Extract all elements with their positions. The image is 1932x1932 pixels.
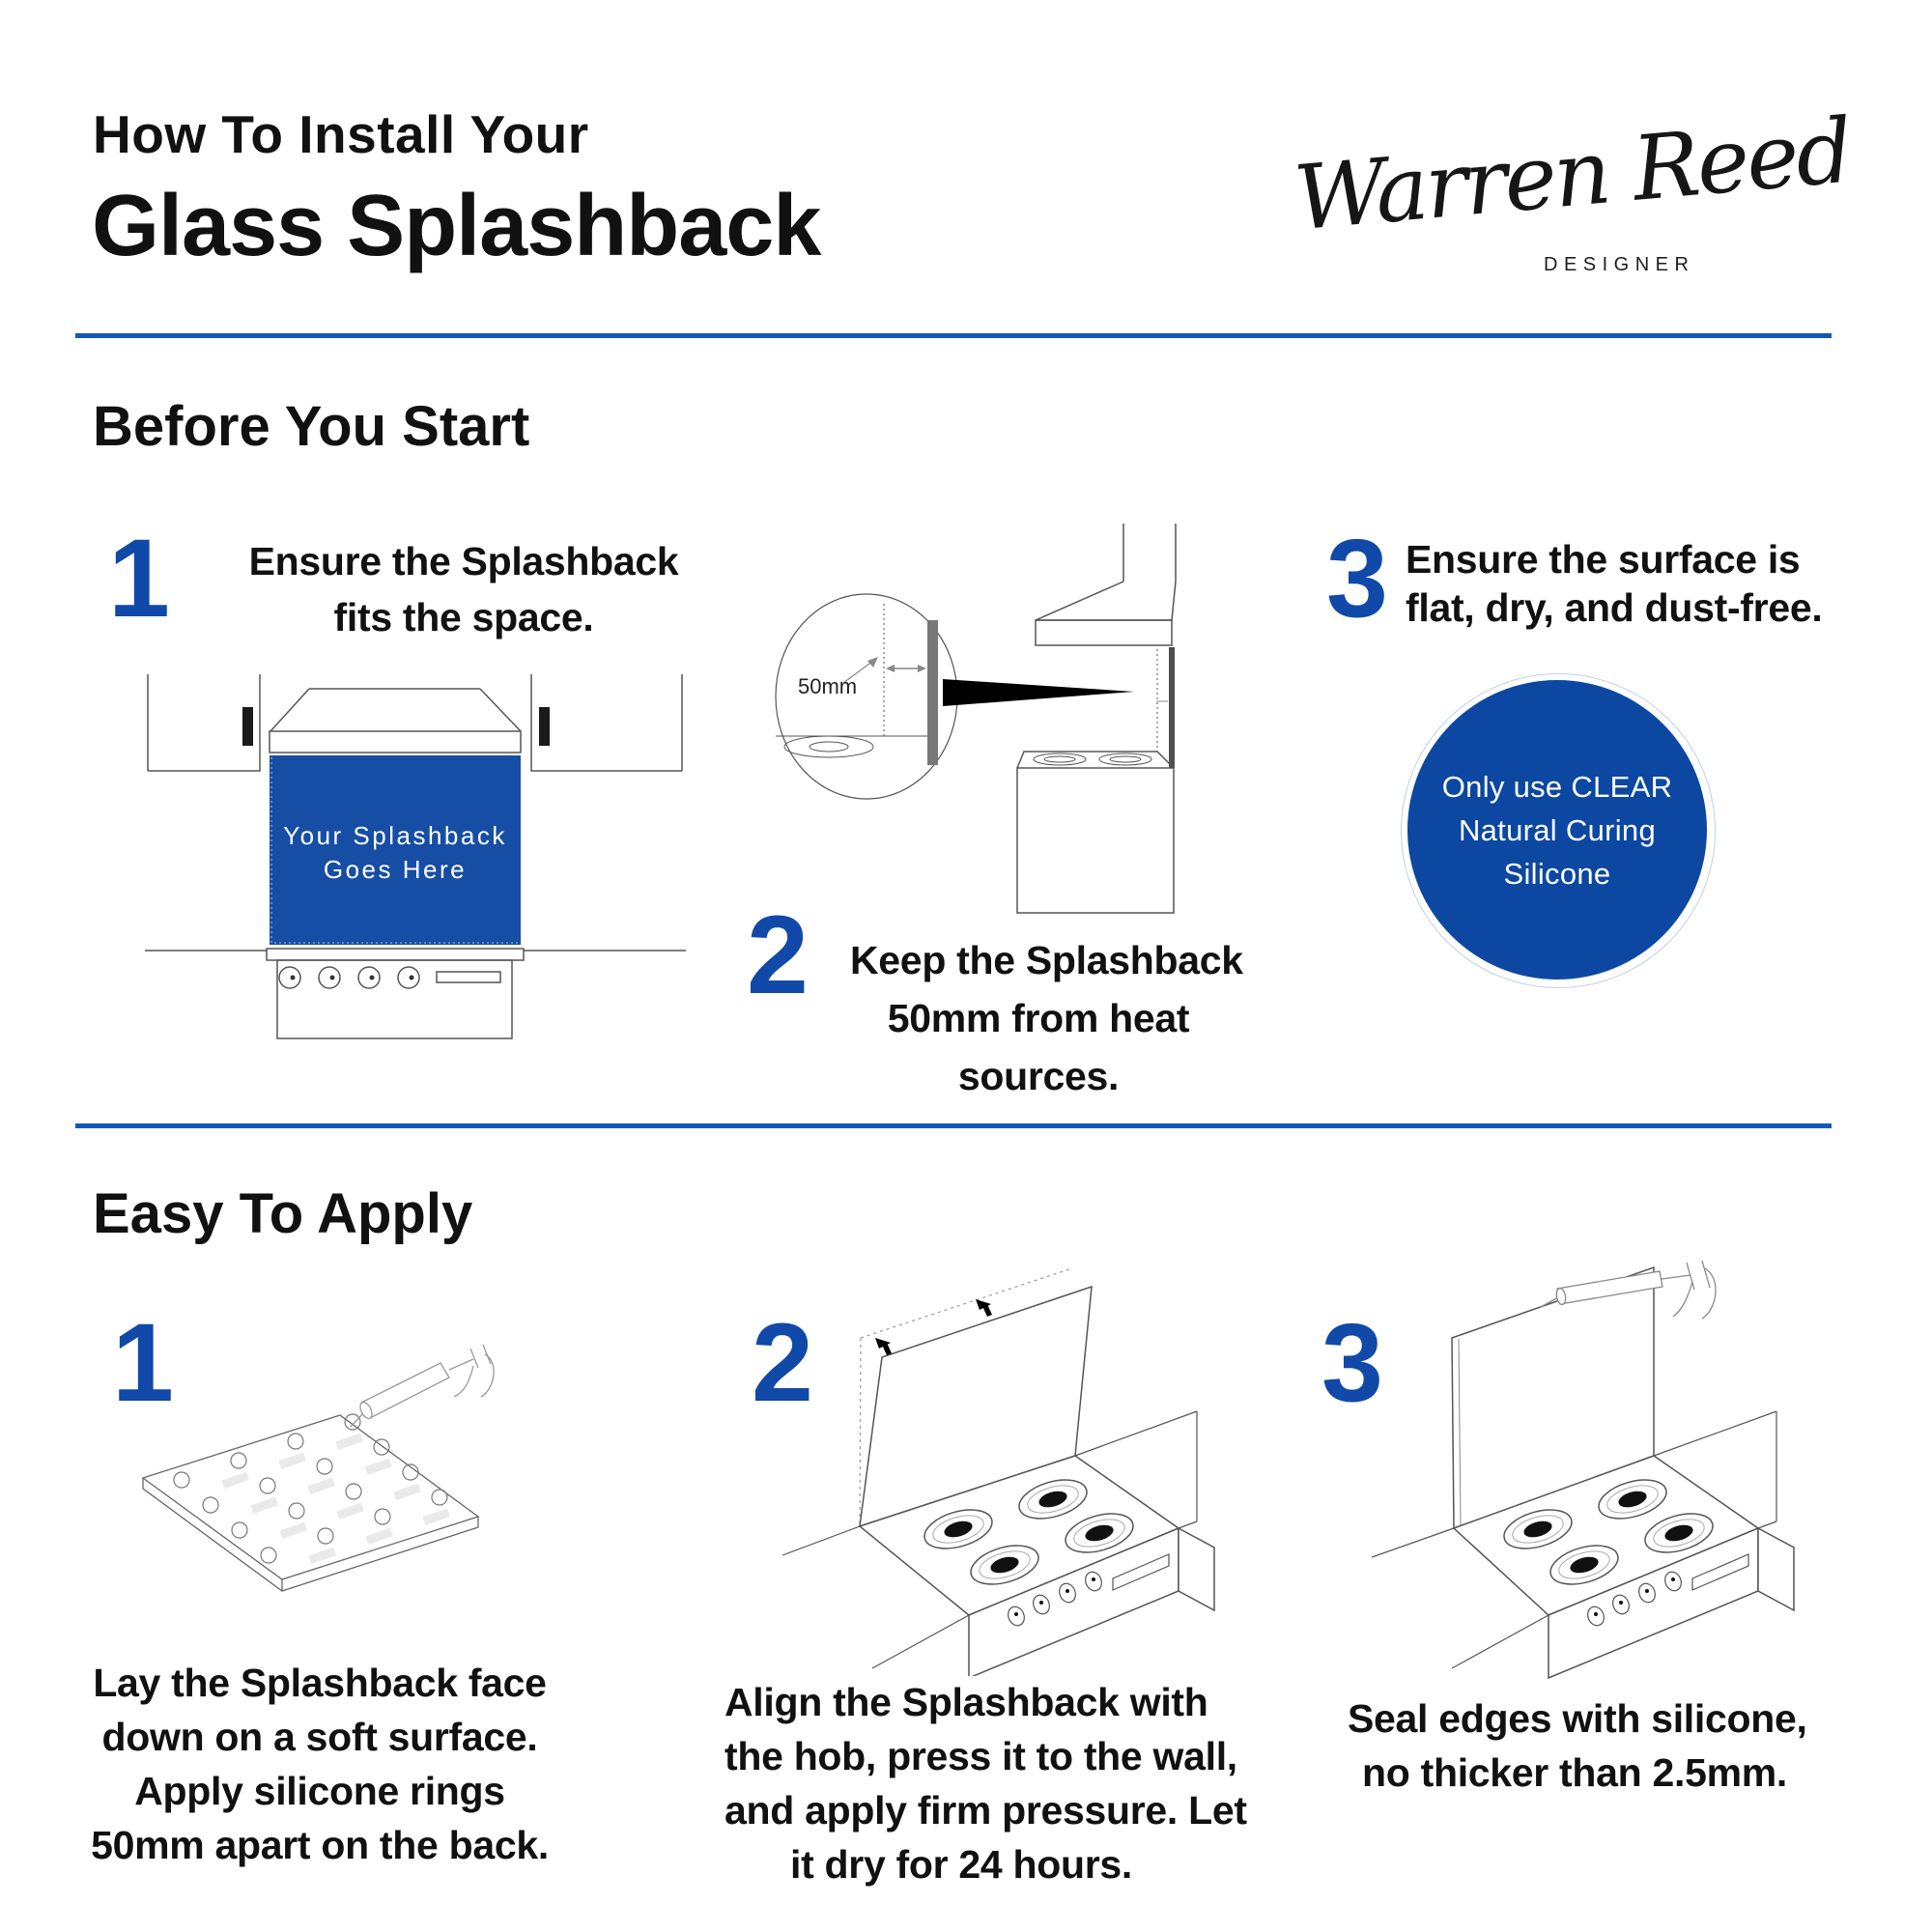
divider-line-top <box>75 333 1832 338</box>
diagram-align-splashback <box>782 1241 1285 1676</box>
silicone-note-circle <box>1407 680 1707 980</box>
before-step1-line1: Ensure the Splashback <box>248 539 679 583</box>
before-step3-number: 3 <box>1326 517 1388 640</box>
apply-step2-number: 2 <box>752 1301 813 1425</box>
magnifier-callout-wedge <box>943 679 1134 706</box>
silicone-note-line2: Natural Curing <box>1458 812 1657 847</box>
before-step3-line2: flat, dry, and dust-free. <box>1406 585 1823 630</box>
caulking-gun-icon <box>351 1345 494 1427</box>
page-title-line1: How To Install Your <box>93 104 589 164</box>
diagram-silicone-rings <box>135 1333 657 1662</box>
before-step2-line2: 50mm from heat <box>887 996 1190 1040</box>
brand-logo-subtitle: DESIGNER <box>1544 254 1695 275</box>
splashback-placeholder-line1: Your Splashback <box>283 821 507 850</box>
before-step1-number: 1 <box>108 517 170 640</box>
apply-step3-cap-line2: no thicker than 2.5mm. <box>1362 1750 1787 1795</box>
silicone-note-badge <box>1401 673 1716 988</box>
apply-step2-cap-line3: and apply firm pressure. Let <box>724 1788 1247 1833</box>
splashback-edge-zoom <box>927 620 938 765</box>
apply-step2-cap-line4: it dry for 24 hours. <box>790 1842 1132 1887</box>
splashback-placeholder-line2: Goes Here <box>323 855 468 884</box>
cabinet-handle-right-icon <box>539 707 550 746</box>
cabinet-handle-left-icon <box>242 707 253 746</box>
before-step1-line2: fits the space. <box>333 595 594 639</box>
diagram-splashback-fits-space <box>145 671 686 1121</box>
page-title-line2: Glass Splashback <box>92 178 821 274</box>
clearance-measurement-label: 50mm <box>798 674 858 698</box>
before-step3-text <box>1406 535 1908 632</box>
apply-step3-number: 3 <box>1321 1301 1383 1425</box>
section-heading-apply: Easy To Apply <box>93 1182 473 1245</box>
apply-step3-cap-line1: Seal edges with silicone, <box>1348 1696 1807 1741</box>
pointer-arrow-icon <box>867 657 878 668</box>
diagram-heat-clearance <box>744 512 1323 961</box>
before-step2-text <box>850 931 1243 1105</box>
divider-line-middle <box>75 1123 1832 1128</box>
apply-step1-caption <box>54 1656 585 1872</box>
silicone-note-line3: Silicone <box>1503 856 1611 891</box>
brand-logo-script: Warren Reed <box>1290 99 1855 251</box>
diagram-seal-edges <box>1372 1241 1884 1690</box>
silicone-note-line1: Only use CLEAR <box>1441 769 1673 804</box>
apply-step2-caption <box>724 1675 1247 1891</box>
before-step2-line3: sources. <box>957 1054 1120 1098</box>
gap-arrow-icon <box>918 665 926 672</box>
before-step3-line1: Ensure the surface is <box>1406 537 1801 582</box>
before-step2-number: 2 <box>747 894 809 1017</box>
apply-step2-cap-line2: the hob, press it to the wall, <box>724 1734 1237 1778</box>
apply-step1-cap-line1: Lay the Splashback face <box>93 1661 547 1705</box>
apply-step1-cap-line4: 50mm apart on the back. <box>91 1823 549 1867</box>
apply-step3-caption <box>1348 1691 1807 1800</box>
before-step2-line1: Keep the Splashback <box>850 938 1243 982</box>
apply-step1-cap-line3: Apply silicone rings <box>134 1769 505 1813</box>
apply-step1-cap-line2: down on a soft surface. <box>101 1715 538 1759</box>
apply-step1-number: 1 <box>112 1301 174 1425</box>
section-heading-before: Before You Start <box>93 395 530 458</box>
before-step1-text <box>222 533 705 645</box>
splashback-placeholder-label <box>270 819 521 887</box>
apply-step2-cap-line1: Align the Splashback with <box>724 1680 1208 1724</box>
splashback-edge-scene <box>1169 647 1175 768</box>
